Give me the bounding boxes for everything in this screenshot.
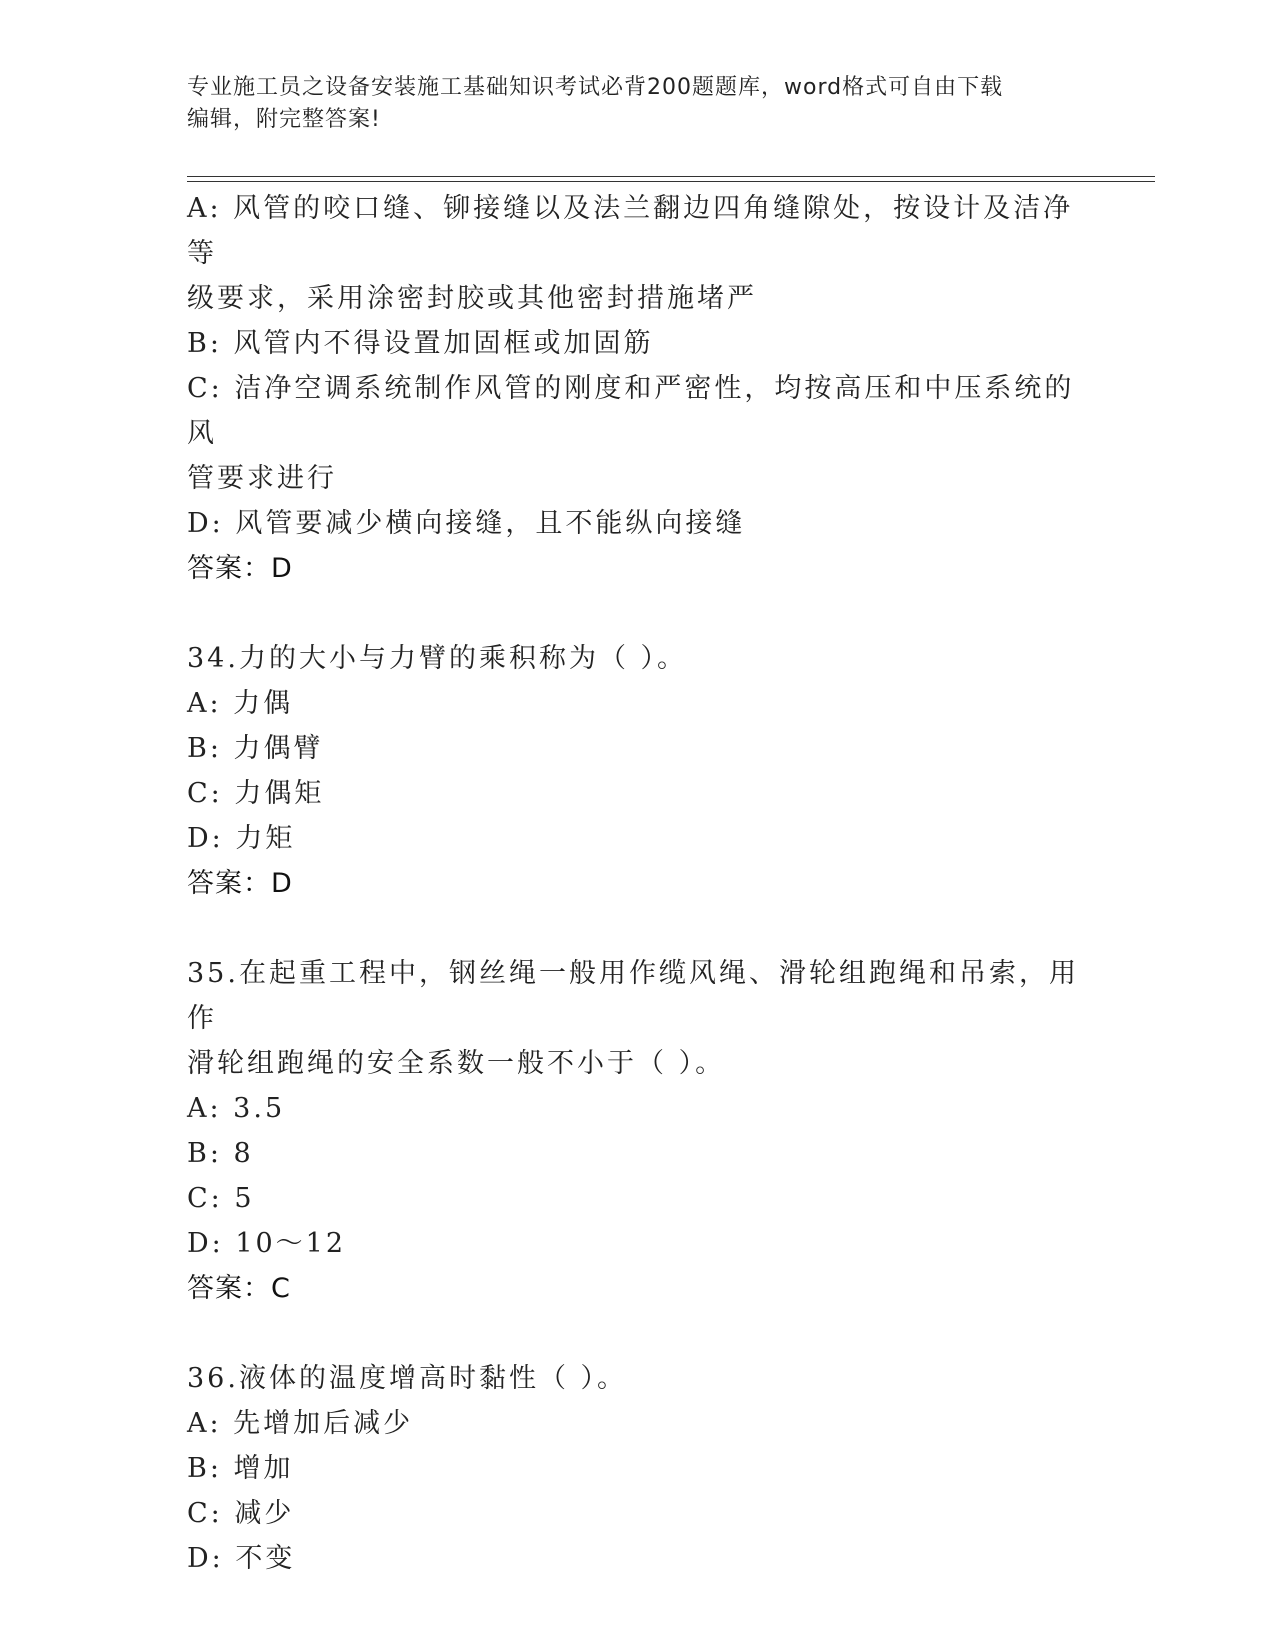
q33-answer: 答案：D: [187, 553, 293, 584]
header-title-line2: 编辑，附完整答案!: [187, 107, 381, 132]
q34-option-c: C: 力偶矩: [187, 778, 325, 809]
q35-option-d: D: 10～12: [187, 1228, 347, 1259]
q34-question: 34.力的大小与力臂的乘积称为（ ）。: [187, 643, 688, 674]
q35-question-line2: 滑轮组跑绳的安全系数一般不小于（ ）。: [187, 1048, 726, 1079]
document-header: [187, 72, 1067, 136]
q33-option-d: D: 风管要减少横向接缝，且不能纵向接缝: [187, 508, 746, 539]
question-36-block: [187, 1356, 1087, 1581]
q33-option-a-line1: A: 风管的咬口缝、铆接缝以及法兰翻边四角缝隙处，按设计及洁净等: [187, 193, 1074, 269]
spacer: [187, 1311, 1087, 1356]
question-35-block: [187, 951, 1087, 1311]
question-34-block: [187, 636, 1087, 906]
spacer: [187, 591, 1087, 636]
spacer: [187, 906, 1087, 951]
q36-option-a: A: 先增加后减少: [187, 1408, 414, 1439]
question-list: [187, 186, 1087, 1581]
q34-option-d: D: 力矩: [187, 823, 296, 854]
q36-option-c: C: 减少: [187, 1498, 295, 1529]
q33-option-a-line2: 级要求，采用涂密封胶或其他密封措施堵严: [187, 283, 757, 314]
q34-answer: 答案：D: [187, 868, 293, 899]
q36-option-d: D: 不变: [187, 1543, 296, 1574]
header-title-line1: 专业施工员之设备安装施工基础知识考试必背200题题库，word格式可自由下载: [187, 75, 1004, 100]
q36-question: 36.液体的温度增高时黏性（ ）。: [187, 1363, 628, 1394]
header-divider-bottom: [187, 181, 1155, 182]
q35-option-a: A: 3.5: [187, 1093, 286, 1124]
q36-option-b: B: 增加: [187, 1453, 294, 1484]
header-divider-top: [187, 176, 1155, 177]
q34-option-a: A: 力偶: [187, 688, 294, 719]
q33-option-c-line2: 管要求进行: [187, 463, 337, 494]
question-33-block: [187, 186, 1087, 591]
q35-option-c: C: 5: [187, 1183, 255, 1214]
q33-option-c-line1: C: 洁净空调系统制作风管的刚度和严密性，均按高压和中压系统的风: [187, 373, 1075, 449]
q33-option-b: B: 风管内不得设置加固框或加固筋: [187, 328, 654, 359]
q35-option-b: B: 8: [187, 1138, 254, 1169]
q35-answer: 答案：C: [187, 1273, 291, 1304]
q34-option-b: B: 力偶臂: [187, 733, 324, 764]
q35-question-line1: 35.在起重工程中，钢丝绳一般用作缆风绳、滑轮组跑绳和吊索，用作: [187, 958, 1079, 1034]
